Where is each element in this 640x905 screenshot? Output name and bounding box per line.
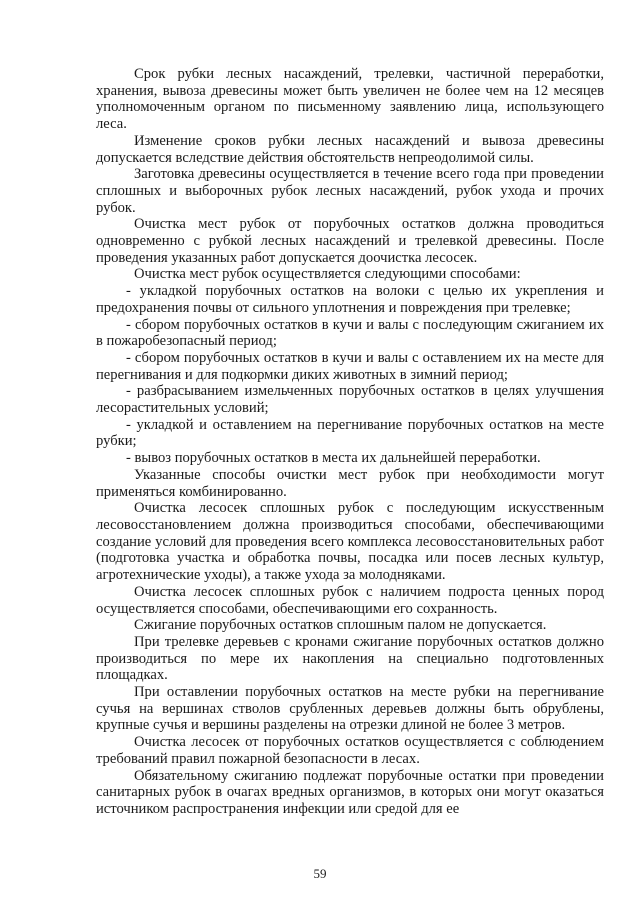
list-item: - сбором порубочных остатков в кучи и валы с оставлением их на месте для перегнивания и для подкормки диких животных в зимний период; <box>96 349 604 383</box>
paragraph: Очистка лесосек от порубочных остатков осуществляется с соблюдением требований правил пожарной безопасности в лесах. <box>96 734 604 767</box>
list-item: - сбором порубочных остатков в кучи и валы с последующим сжиганием их в пожаробезопасный период; <box>96 316 604 350</box>
paragraph: Заготовка древесины осуществляется в течение всего года при проведении сплошных и выборочных рубок лесных насаждений, рубок ухода и прочих рубок. <box>96 166 604 216</box>
list-item: - вывоз порубочных остатков в места их дальнейшей переработки. <box>126 450 541 467</box>
paragraph: При трелевке деревьев с кронами сжигание порубочных остатков должно производиться по мере их накопления на специально подготовленных площадках. <box>96 633 604 684</box>
paragraph: Указанные способы очистки мест рубок при необходимости могут применяться комбинированно. <box>96 466 604 500</box>
paragraph: Очистка мест рубок от порубочных остатков должна проводиться одновременно с рубкой лесных насаждений и трелевкой древесины. После проведения указанных работ допускается доочистка лесосек. <box>96 216 604 266</box>
list-item: - укладкой порубочных остатков на волоки с целью их укрепления и предохранения почвы от сильного уплотнения и повреждения при трелевке; <box>96 283 604 316</box>
paragraph: Очистка лесосек сплошных рубок с наличием подроста ценных пород осуществляется способами, обеспечивающими его сохранность. <box>96 583 604 617</box>
list-item: - укладкой и оставлением на перегнивание порубочных остатков на месте рубки; <box>96 416 604 450</box>
paragraph: Обязательному сжиганию подлежат порубочные остатки при проведении санитарных рубок в очагах вредных организмов, в которых они могут оказаться источником распространения инфекции или средой для ее <box>96 767 604 817</box>
paragraph: При оставлении порубочных остатков на месте рубки на перегнивание сучья на вершинах стволов срубленных деревьев должны быть обрублены, крупные сучья и вершины разделены на отрезки длиной не более 3 метров. <box>96 684 604 734</box>
paragraph: Очистка мест рубок осуществляется следующими способами: <box>134 266 521 283</box>
paragraph: Очистка лесосек сплошных рубок с последующим искусственным лесовосстановлением должна производиться способами, обеспечивающими создание условий для проведения всего комплекса лесовосстановительных работ (подготовка участка и обработка почвы, посадка или посев лесных культур, агротехнические уходы), а также ухода за молодняками. <box>96 500 604 584</box>
paragraph: Сжигание порубочных остатков сплошным палом не допускается. <box>134 617 547 634</box>
page-number: 59 <box>313 866 327 881</box>
body-text <box>96 66 604 818</box>
paragraph: Изменение сроков рубки лесных насаждений и вывоза древесины допускается вследствие действия обстоятельств непреодолимой силы. <box>96 132 604 166</box>
paragraph: Срок рубки лесных насаждений, трелевки, частичной переработки, хранения, вывоза древесины может быть увеличен не более чем на 12 месяцев уполномоченным органом по письменному заявлению лица, использующего леса. <box>96 66 604 133</box>
list-item: - разбрасыванием измельченных порубочных остатков в целях улучшения лесорастительных условий; <box>96 383 604 417</box>
